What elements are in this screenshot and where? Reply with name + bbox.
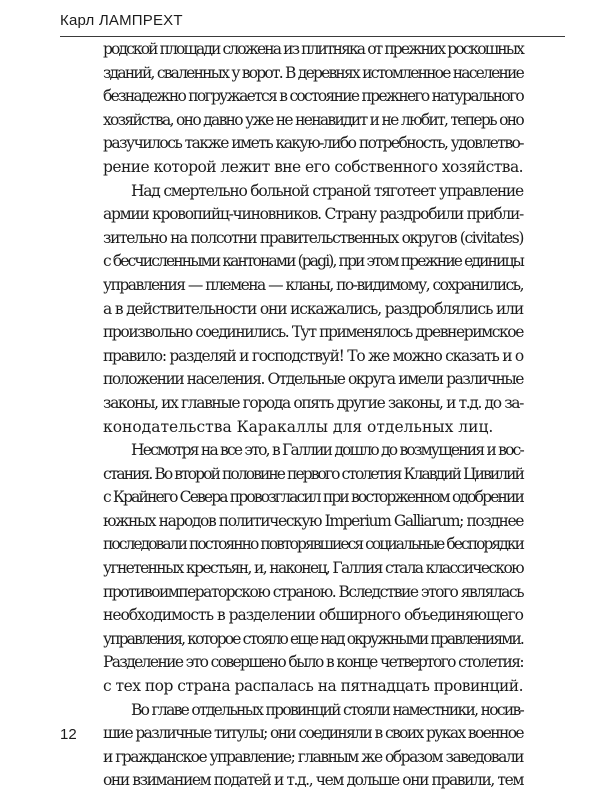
text-line: зительно на полсотни правительственных округов (civitates) <box>103 228 523 247</box>
text-line: последовали постоянно повторявшиеся социальные беспорядки <box>103 535 523 554</box>
running-head: Карл ЛАМПРЕХТ <box>60 12 183 29</box>
text-line: управления, которое стояло еще над окружными правлениями. <box>103 629 523 648</box>
text-line: с тех пор страна распалась на пятнадцать провинций. <box>103 677 523 696</box>
text-line: армии кровопийц-чиновников. Страну раздробили прибли- <box>103 205 523 224</box>
text-line: Разделение это совершено было в конце четвертого столетия: <box>103 653 523 672</box>
text-line: рение которой лежит вне его собственного хозяйства. <box>103 157 523 176</box>
text-line: стания. Во второй половине первого столетия Клавдий Цивилий <box>103 464 523 483</box>
text-line: Во главе отдельных провинций стояли наместники, носив- <box>131 700 523 719</box>
text-line: положении населения. Отдельные округа имели различные <box>103 370 523 389</box>
text-line: и гражданское управление; главным же образом заведовали <box>103 747 523 766</box>
paragraph <box>103 38 523 180</box>
paragraph <box>103 439 523 699</box>
text-line: с Крайнего Севера провозгласил при восторженном одобрении <box>103 488 523 507</box>
body-text <box>103 38 523 793</box>
text-line: зданий, сваленных у ворот. В деревнях истомленное население <box>103 63 523 82</box>
text-line: Над смертельно больной страной тяготеет управление <box>131 181 523 200</box>
paragraph <box>103 180 523 440</box>
text-line: законы, их главные города опять другие законы, и т.д. до за- <box>103 393 523 412</box>
page-number: 12 <box>60 726 77 743</box>
header-rule <box>60 36 565 37</box>
text-line: угнетенных крестьян, и, наконец, Галлия стала классическою <box>103 559 523 578</box>
text-line: управления — племена — кланы, по-видимому, сохранились, <box>103 275 523 294</box>
text-line: правило: разделяй и господствуй! То же можно сказать и о <box>103 346 523 365</box>
text-line: безнадежно погружается в состояние прежнего натурального <box>103 87 523 106</box>
text-line: конодательства Каракаллы для отдельных лиц. <box>103 417 494 436</box>
text-line: шие различные титулы; они соединяли в своих руках военное <box>103 724 523 743</box>
text-line: разучилось также иметь какую-либо потребность, удовлетво- <box>103 134 524 153</box>
paragraph <box>103 699 523 793</box>
text-line: противоимператорскою страною. Вследствие этого являлась <box>103 582 523 601</box>
text-line: произвольно соединились. Тут применялось древнеримское <box>103 323 523 342</box>
text-line: Несмотря на все это, в Галлии дошло до возмущения и вос- <box>131 441 523 460</box>
text-line: они взиманием податей и т.д., чем дольше они правили, тем <box>103 771 523 790</box>
text-line: южных народов политическую Imperium Galliarum; позднее <box>103 511 523 530</box>
text-line: а в действительности они искажались, раздроблялись или <box>103 299 523 318</box>
text-line: родской площади сложена из плитняка от прежних роскошных <box>103 40 523 58</box>
text-line: с бесчисленными кантонами (pagi), при этом прежние единицы <box>103 252 523 271</box>
text-line: необходимость в разделении обширного объединяющего <box>103 606 523 625</box>
text-line: хозяйства, оно давно уже не ненавидит и не любит, теперь оно <box>103 110 523 129</box>
